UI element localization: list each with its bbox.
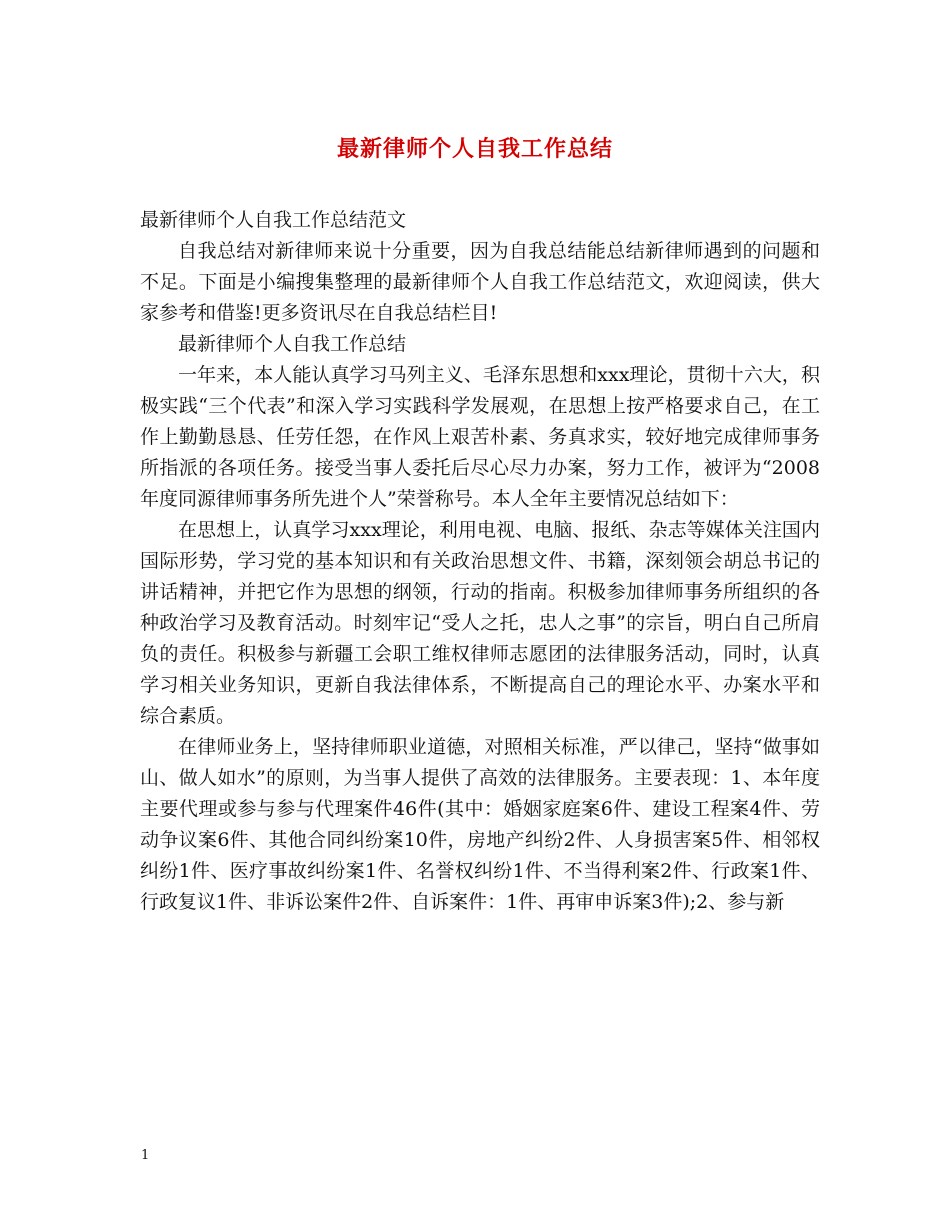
body-paragraph: 在思想上，认真学习xxx理论，利用电视、电脑、报纸、杂志等媒体关注国内国际形势，学习党的基本知识和有关政治思想文件、书籍，深刻领会胡总书记的讲话精神，并把它作为思想的纲领，行动的指南。积极参加律师事务所组织的各种政治学习及教育活动。时刻牢记“受人之托，忠人之事”的宗旨，明白自己所肩负的责任。积极参与新疆工会职工维权律师志愿团的法律服务活动，同时，认真学习相关业务知识，更新自我法律体系，不断提高自己的理论水平、办案水平和综合素质。 [140,519,820,727]
body-paragraph: 一年来，本人能认真学习马列主义、毛泽东思想和xxx理论，贯彻十六大，积极实践“三个代表”和深入学习实践科学发展观，在思想上按严格要求自己，在工作上勤勤恳恳、任劳任怨，在作风上艰苦朴素、务真求实，较好地完成律师事务所指派的各项任务。接受当事人委托后尽心尽力办案，努力工作，被评为“2008年度同源律师事务所先进个人”荣誉称号。本人全年主要情况总结如下： [140,364,820,510]
body-paragraph: 在律师业务上，坚持律师职业道德，对照相关标准，严以律己，坚持“做事如山、做人如水”的原则，为当事人提供了高效的法律服务。主要表现：1、本年度主要代理或参与参与代理案件46件(其中：婚姻家庭案6件、建设工程案4件、劳动争议案6件、其他合同纠纷案10件，房地产纠纷2件、人身损害案5件、相邻权纠纷1件、医疗事故纠纷案1件、名誉权纠纷1件、不当得利案2件、行政案1件、行政复议1件、非诉讼案件2件、自诉案件：1件、再审申诉案3件);2、参与新 [140,736,820,913]
document-subtitle: 最新律师个人自我工作总结范文 [140,209,407,231]
intro-paragraph: 自我总结对新律师来说十分重要，因为自我总结能总结新律师遇到的问题和不足。下面是小编搜集整理的最新律师个人自我工作总结范文，欢迎阅读，供大家参考和借鉴!更多资讯尽在自我总结栏目! [140,240,820,324]
document-title: 最新律师个人自我工作总结 [336,137,613,162]
page-number: 1 [141,1148,150,1163]
document-body [140,205,820,918]
section-heading: 最新律师个人自我工作总结 [178,333,407,355]
